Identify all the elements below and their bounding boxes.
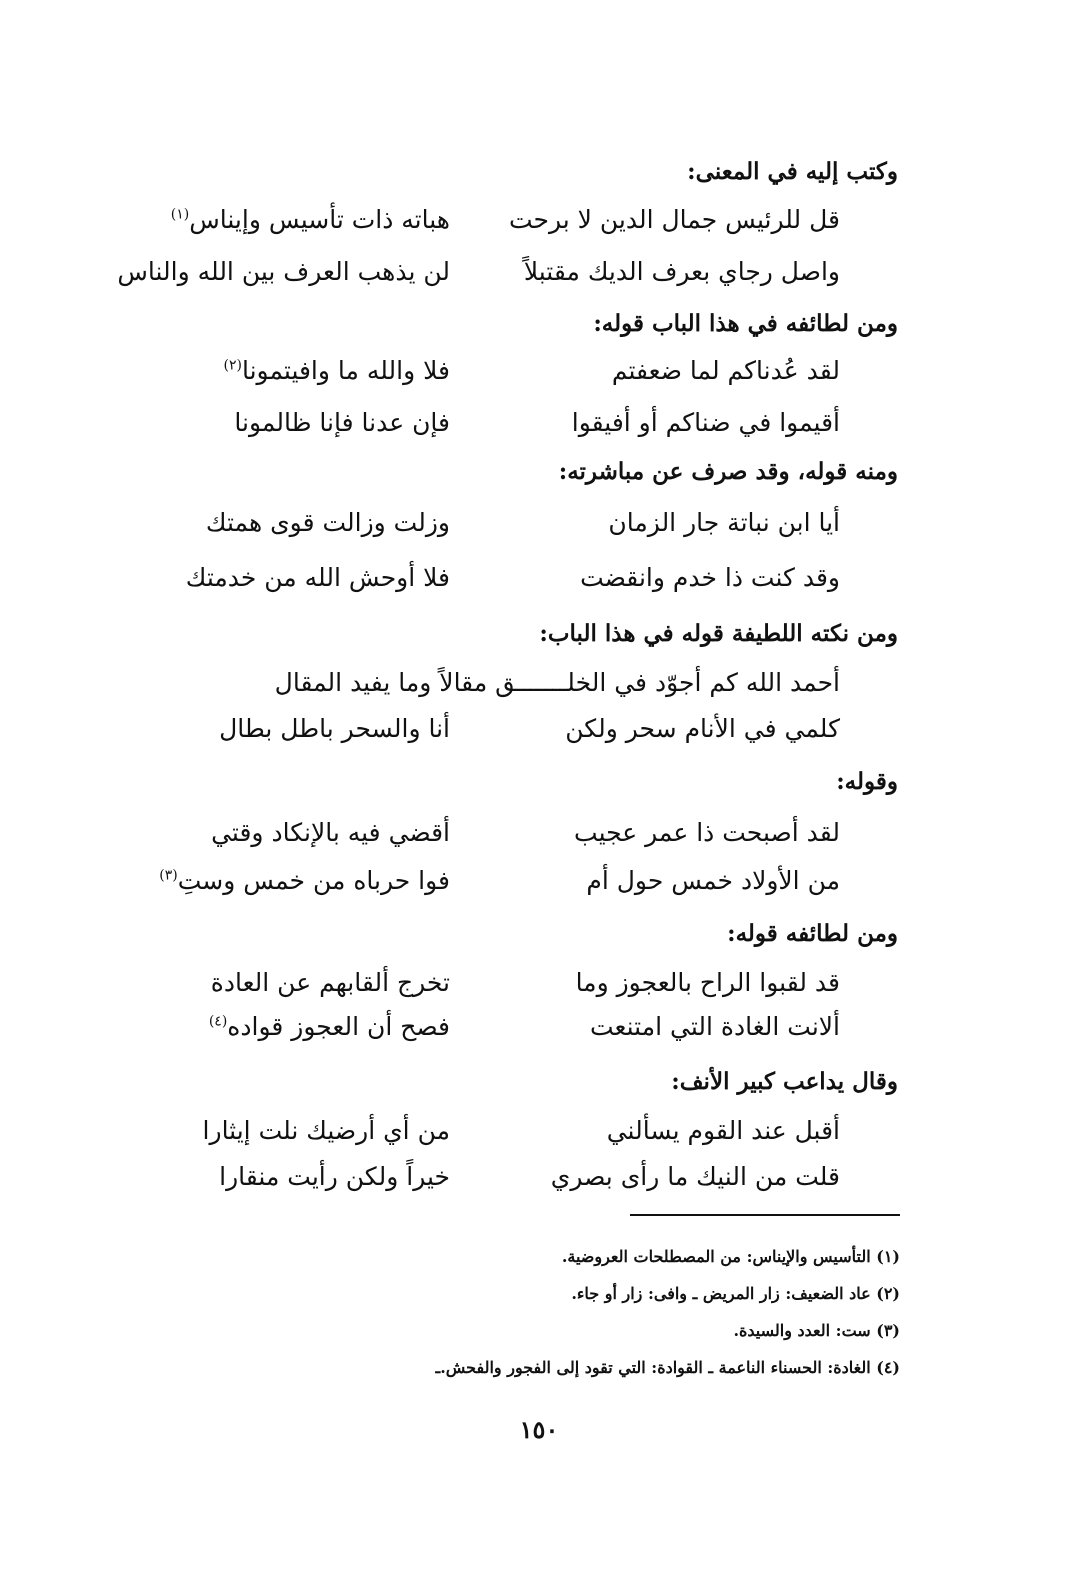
hemistich-first: واصل رجاي بعرف الديك مقتبلاً bbox=[523, 257, 840, 286]
hemistich-second: فإن عدنا فإنا ظالمونا bbox=[234, 408, 450, 437]
verse-group bbox=[130, 356, 840, 460]
verse-line bbox=[130, 1012, 840, 1064]
verse-line bbox=[130, 818, 840, 866]
verse-line bbox=[130, 714, 840, 766]
intro-line: وكتب إليه في المعنى: bbox=[687, 158, 898, 185]
intro-line: وقال يداعب كبير الأنف: bbox=[671, 1068, 898, 1095]
verse-line bbox=[117, 257, 840, 309]
footnote-ref: (٤) bbox=[208, 1013, 228, 1030]
hemistich-first: من الأولاد خمس حول أم bbox=[586, 866, 840, 895]
verse-line bbox=[130, 508, 840, 563]
hemistich-second: أقضي فيه بالإنكاد وقتي bbox=[211, 818, 450, 847]
hemistich-first: قلت من النيك ما رأى بصري bbox=[550, 1162, 840, 1191]
intro-line: ومن نكته اللطيفة قوله في هذا الباب: bbox=[539, 620, 898, 647]
hemistich-first: وقد كنت ذا خدم وانقضت bbox=[580, 563, 840, 592]
hemistich-second: فوا حرباه من خمس وستِ$^{(٣)}$ bbox=[159, 866, 450, 895]
verse-group bbox=[130, 668, 840, 766]
hemistich-second: فصح أن العجوز قواده$^{(٤)}$ bbox=[208, 1012, 450, 1041]
verse-group bbox=[130, 818, 840, 918]
verse-group bbox=[130, 1116, 840, 1214]
hemistich-second: خيراً ولكن رأيت منقارا bbox=[219, 1162, 450, 1191]
hemistich-second: فلا أوحش الله من خدمتك bbox=[185, 563, 450, 592]
verse-group bbox=[130, 968, 840, 1064]
verse-line bbox=[130, 1116, 840, 1162]
verse-line bbox=[130, 1162, 840, 1214]
hemistich-second: وزلت وزالت قوى همتك bbox=[205, 508, 450, 537]
hemistich-first: أيا ابن نباتة جار الزمان bbox=[608, 508, 840, 537]
footnote-ref: (٣) bbox=[159, 867, 178, 884]
intro-line: وقوله: bbox=[836, 768, 898, 795]
verse-line bbox=[130, 205, 840, 257]
verse-line bbox=[130, 968, 840, 1012]
footnote: (٢) عاد الضعيف: زار المريض ـ وافى: زار أو جاء. bbox=[571, 1284, 900, 1303]
footnote: (٤) الغادة: الحسناء الناعمة ـ القوادة: التي تقود إلى الفجور والفحش.ـ bbox=[435, 1358, 900, 1377]
hemistich-first: كلمي في الأنام سحر ولكن bbox=[565, 714, 840, 743]
verse-group bbox=[130, 508, 840, 615]
hemistich-first: قد لقبوا الراح بالعجوز وما bbox=[575, 968, 840, 997]
footnote: (١) التأسيس والإيناس: من المصطلحات العروضية. bbox=[561, 1247, 900, 1266]
footnote-separator bbox=[630, 1214, 900, 1216]
hemistich-first: لقد أصبحت ذا عمر عجيب bbox=[574, 818, 840, 847]
verse-line bbox=[130, 356, 840, 408]
intro-line: ومنه قوله، وقد صرف عن مباشرته: bbox=[558, 458, 898, 485]
hemistich-second: من أي أرضيك نلت إيثارا bbox=[202, 1116, 450, 1145]
verse-line bbox=[130, 668, 840, 714]
hemistich-second: لن يذهب العرف بين الله والناس bbox=[117, 257, 450, 286]
intro-line: ومن لطائفه في هذا الباب قوله: bbox=[593, 310, 898, 337]
hemistich-first: أقبل عند القوم يسألني bbox=[606, 1116, 840, 1145]
verse-group bbox=[117, 205, 840, 309]
hemistich-first: ألانت الغادة التي امتنعت bbox=[590, 1012, 840, 1041]
hemistich-first: لقد عُدناكم لما ضعفتم bbox=[611, 356, 840, 385]
hemistich-second: هباته ذات تأسيس وإيناس$^{(١)}$ bbox=[170, 205, 450, 234]
hemistich-first: أقيموا في ضناكم أو أفيقوا bbox=[571, 408, 840, 437]
intro-line: ومن لطائفه قوله: bbox=[727, 920, 898, 947]
hemistich-second: أنا والسحر باطل بطال bbox=[219, 714, 450, 743]
verse-line bbox=[130, 563, 840, 615]
page-number: ١٥٠ bbox=[519, 1415, 559, 1444]
hemistich-second: فلا والله ما وافيتمونا$^{(٢)}$ bbox=[223, 356, 450, 385]
verse-full-line: أحمد الله كم أجوّد في الخلـــــــق مقالاً وما يفيد المقال bbox=[274, 668, 840, 697]
hemistich-first: قل للرئيس جمال الدين لا برحت bbox=[508, 205, 840, 234]
verse-line bbox=[130, 866, 840, 918]
footnote: (٣) ست: العدد والسيدة. bbox=[733, 1321, 900, 1340]
footnote-ref: (٢) bbox=[223, 357, 242, 374]
footnote-ref: (١) bbox=[170, 206, 190, 223]
footnotes bbox=[140, 1238, 900, 1386]
hemistich-second: تخرج ألقابهم عن العادة bbox=[210, 968, 450, 997]
